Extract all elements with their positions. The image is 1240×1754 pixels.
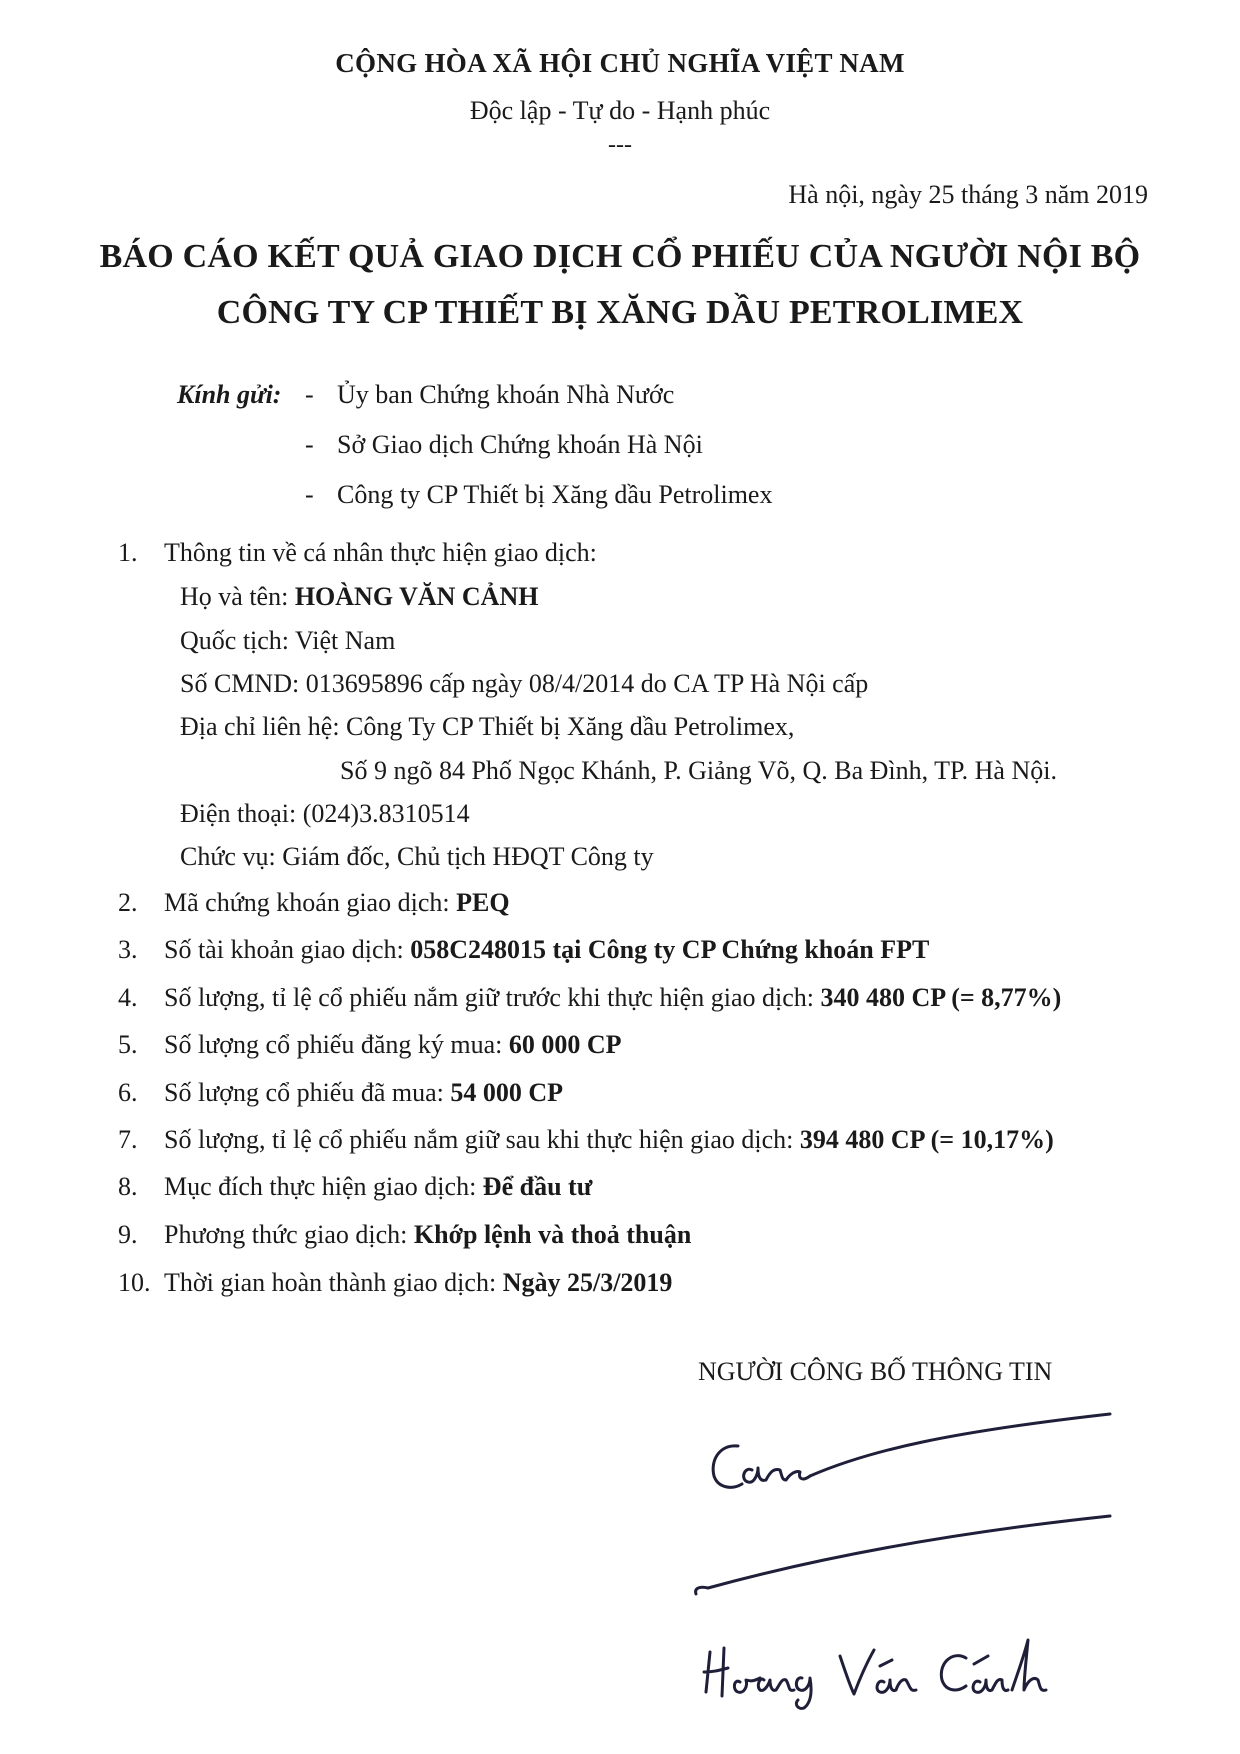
list-item	[118, 935, 929, 965]
item-value: PEQ	[456, 888, 510, 917]
signature-stroke	[734, 1678, 760, 1692]
nationality-line: Quốc tịch: Việt Nam	[180, 626, 396, 655]
item-value: 60 000 CP	[508, 1030, 622, 1059]
signature-stroke	[704, 1648, 728, 1696]
signature-image	[690, 1410, 1130, 1710]
signature-stroke	[941, 1656, 966, 1690]
item-value: Để đầu tư	[482, 1172, 593, 1201]
signature-stroke	[796, 1678, 811, 1709]
item-value: 394 480 CP (= 10,17%)	[799, 1125, 1054, 1154]
item-value: 54 000 CP	[450, 1078, 564, 1107]
item-label: Phương thức giao dịch:	[164, 1220, 414, 1249]
item-number: 8.	[118, 1172, 138, 1201]
item-number: 7.	[118, 1125, 138, 1154]
phone-line: Điện thoại: (024)3.8310514	[180, 799, 470, 828]
signature-stroke	[810, 1414, 1110, 1476]
signature-stroke	[744, 1468, 810, 1482]
item-label: Mã chứng khoán giao dịch:	[164, 888, 457, 917]
recipient-dash: -	[305, 480, 314, 509]
report-title-line2: CÔNG TY CP THIẾT BỊ XĂNG DẦU PETROLIMEX	[216, 294, 1024, 331]
recipient-text: Sở Giao dịch Chứng khoán Hà Nội	[337, 430, 703, 459]
report-title-line1: BÁO CÁO KẾT QUẢ GIAO DỊCH CỔ PHIẾU CỦA NGƯỜI NỘI BỘ	[99, 238, 1141, 275]
item-label: Thời gian hoàn thành giao dịch:	[164, 1268, 503, 1297]
recipient-dash: -	[305, 380, 314, 409]
item-value: 058C248015 tại Công ty CP Chứng khoán FPT	[410, 935, 930, 964]
signature-stroke	[1012, 1640, 1046, 1690]
list-item	[118, 1172, 592, 1202]
signature-stroke	[713, 1446, 742, 1487]
signer-title: NGƯỜI CÔNG BỐ THÔNG TIN	[698, 1357, 1053, 1386]
item-label: Số lượng, tỉ lệ cổ phiếu nắm giữ trước khi thực hiện giao dịch:	[164, 983, 821, 1012]
list-item	[118, 888, 510, 918]
item-number: 9.	[118, 1220, 138, 1249]
national-motto: Độc lập - Tự do - Hạnh phúc	[469, 96, 771, 125]
republic-header: CỘNG HÒA XÃ HỘI CHỦ NGHĨA VIỆT NAM	[335, 48, 905, 78]
signature-stroke	[877, 1660, 916, 1692]
item-label: Số lượng cổ phiếu đăng ký mua:	[164, 1030, 509, 1059]
signature-stroke	[696, 1516, 1110, 1594]
recipient-text: Công ty CP Thiết bị Xăng dầu Petrolimex	[337, 480, 773, 509]
id-line: Số CMND: 013695896 cấp ngày 08/4/2014 do CA TP Hà Nội cấp	[180, 669, 869, 698]
item-label: Số lượng cổ phiếu đã mua:	[164, 1078, 451, 1107]
item-label: Số tài khoản giao dịch:	[164, 935, 411, 964]
address-line-2: Số 9 ngõ 84 Phố Ngọc Khánh, P. Giảng Võ, Q. Ba Đình, TP. Hà Nội.	[340, 756, 1057, 785]
dateline: Hà nội, ngày 25 tháng 3 năm 2019	[788, 180, 1148, 209]
list-item	[118, 983, 1061, 1013]
item-number: 5.	[118, 1030, 138, 1059]
item-number: 4.	[118, 983, 138, 1012]
position-line: Chức vụ: Giám đốc, Chủ tịch HĐQT Công ty	[180, 842, 654, 871]
item-value: Ngày 25/3/2019	[502, 1268, 673, 1297]
signature-stroke	[758, 1679, 794, 1690]
list-item	[118, 1030, 622, 1060]
list-item	[118, 1220, 691, 1250]
item-text: Thông tin về cá nhân thực hiện giao dịch:	[164, 538, 597, 567]
item-number: 2.	[118, 888, 138, 917]
list-item	[118, 1125, 1054, 1155]
name-label: Họ và tên:	[180, 582, 295, 611]
header-separator: ---	[608, 132, 632, 158]
item-label: Số lượng, tỉ lệ cổ phiếu nắm giữ sau khi thực hiện giao dịch:	[164, 1125, 800, 1154]
item-number: 1.	[118, 538, 138, 567]
address-line: Địa chỉ liên hệ: Công Ty CP Thiết bị Xăng dầu Petrolimex,	[180, 712, 795, 741]
recipient-item	[305, 480, 772, 510]
recipient-text: Ủy ban Chứng khoán Nhà Nước	[337, 380, 675, 409]
item-value: Khớp lệnh và thoả thuận	[413, 1220, 692, 1249]
recipient-item	[305, 430, 703, 460]
list-item	[118, 1268, 672, 1298]
signature-stroke	[973, 1656, 1008, 1692]
item-value: 340 480 CP (= 8,77%)	[820, 983, 1062, 1012]
item-number: 6.	[118, 1078, 138, 1107]
list-item	[118, 1078, 563, 1108]
person-name-line	[180, 582, 538, 612]
recipient-dash: -	[305, 430, 314, 459]
item-number: 3.	[118, 935, 138, 964]
item-label: Mục đích thực hiện giao dịch:	[164, 1172, 483, 1201]
item-number: 10.	[118, 1268, 151, 1297]
recipients-label: Kính gửi:	[177, 380, 282, 409]
signature-stroke	[840, 1650, 874, 1694]
person-name: HOÀNG VĂN CẢNH	[294, 582, 539, 611]
recipient-item	[305, 380, 674, 410]
section-1-heading	[118, 538, 597, 568]
